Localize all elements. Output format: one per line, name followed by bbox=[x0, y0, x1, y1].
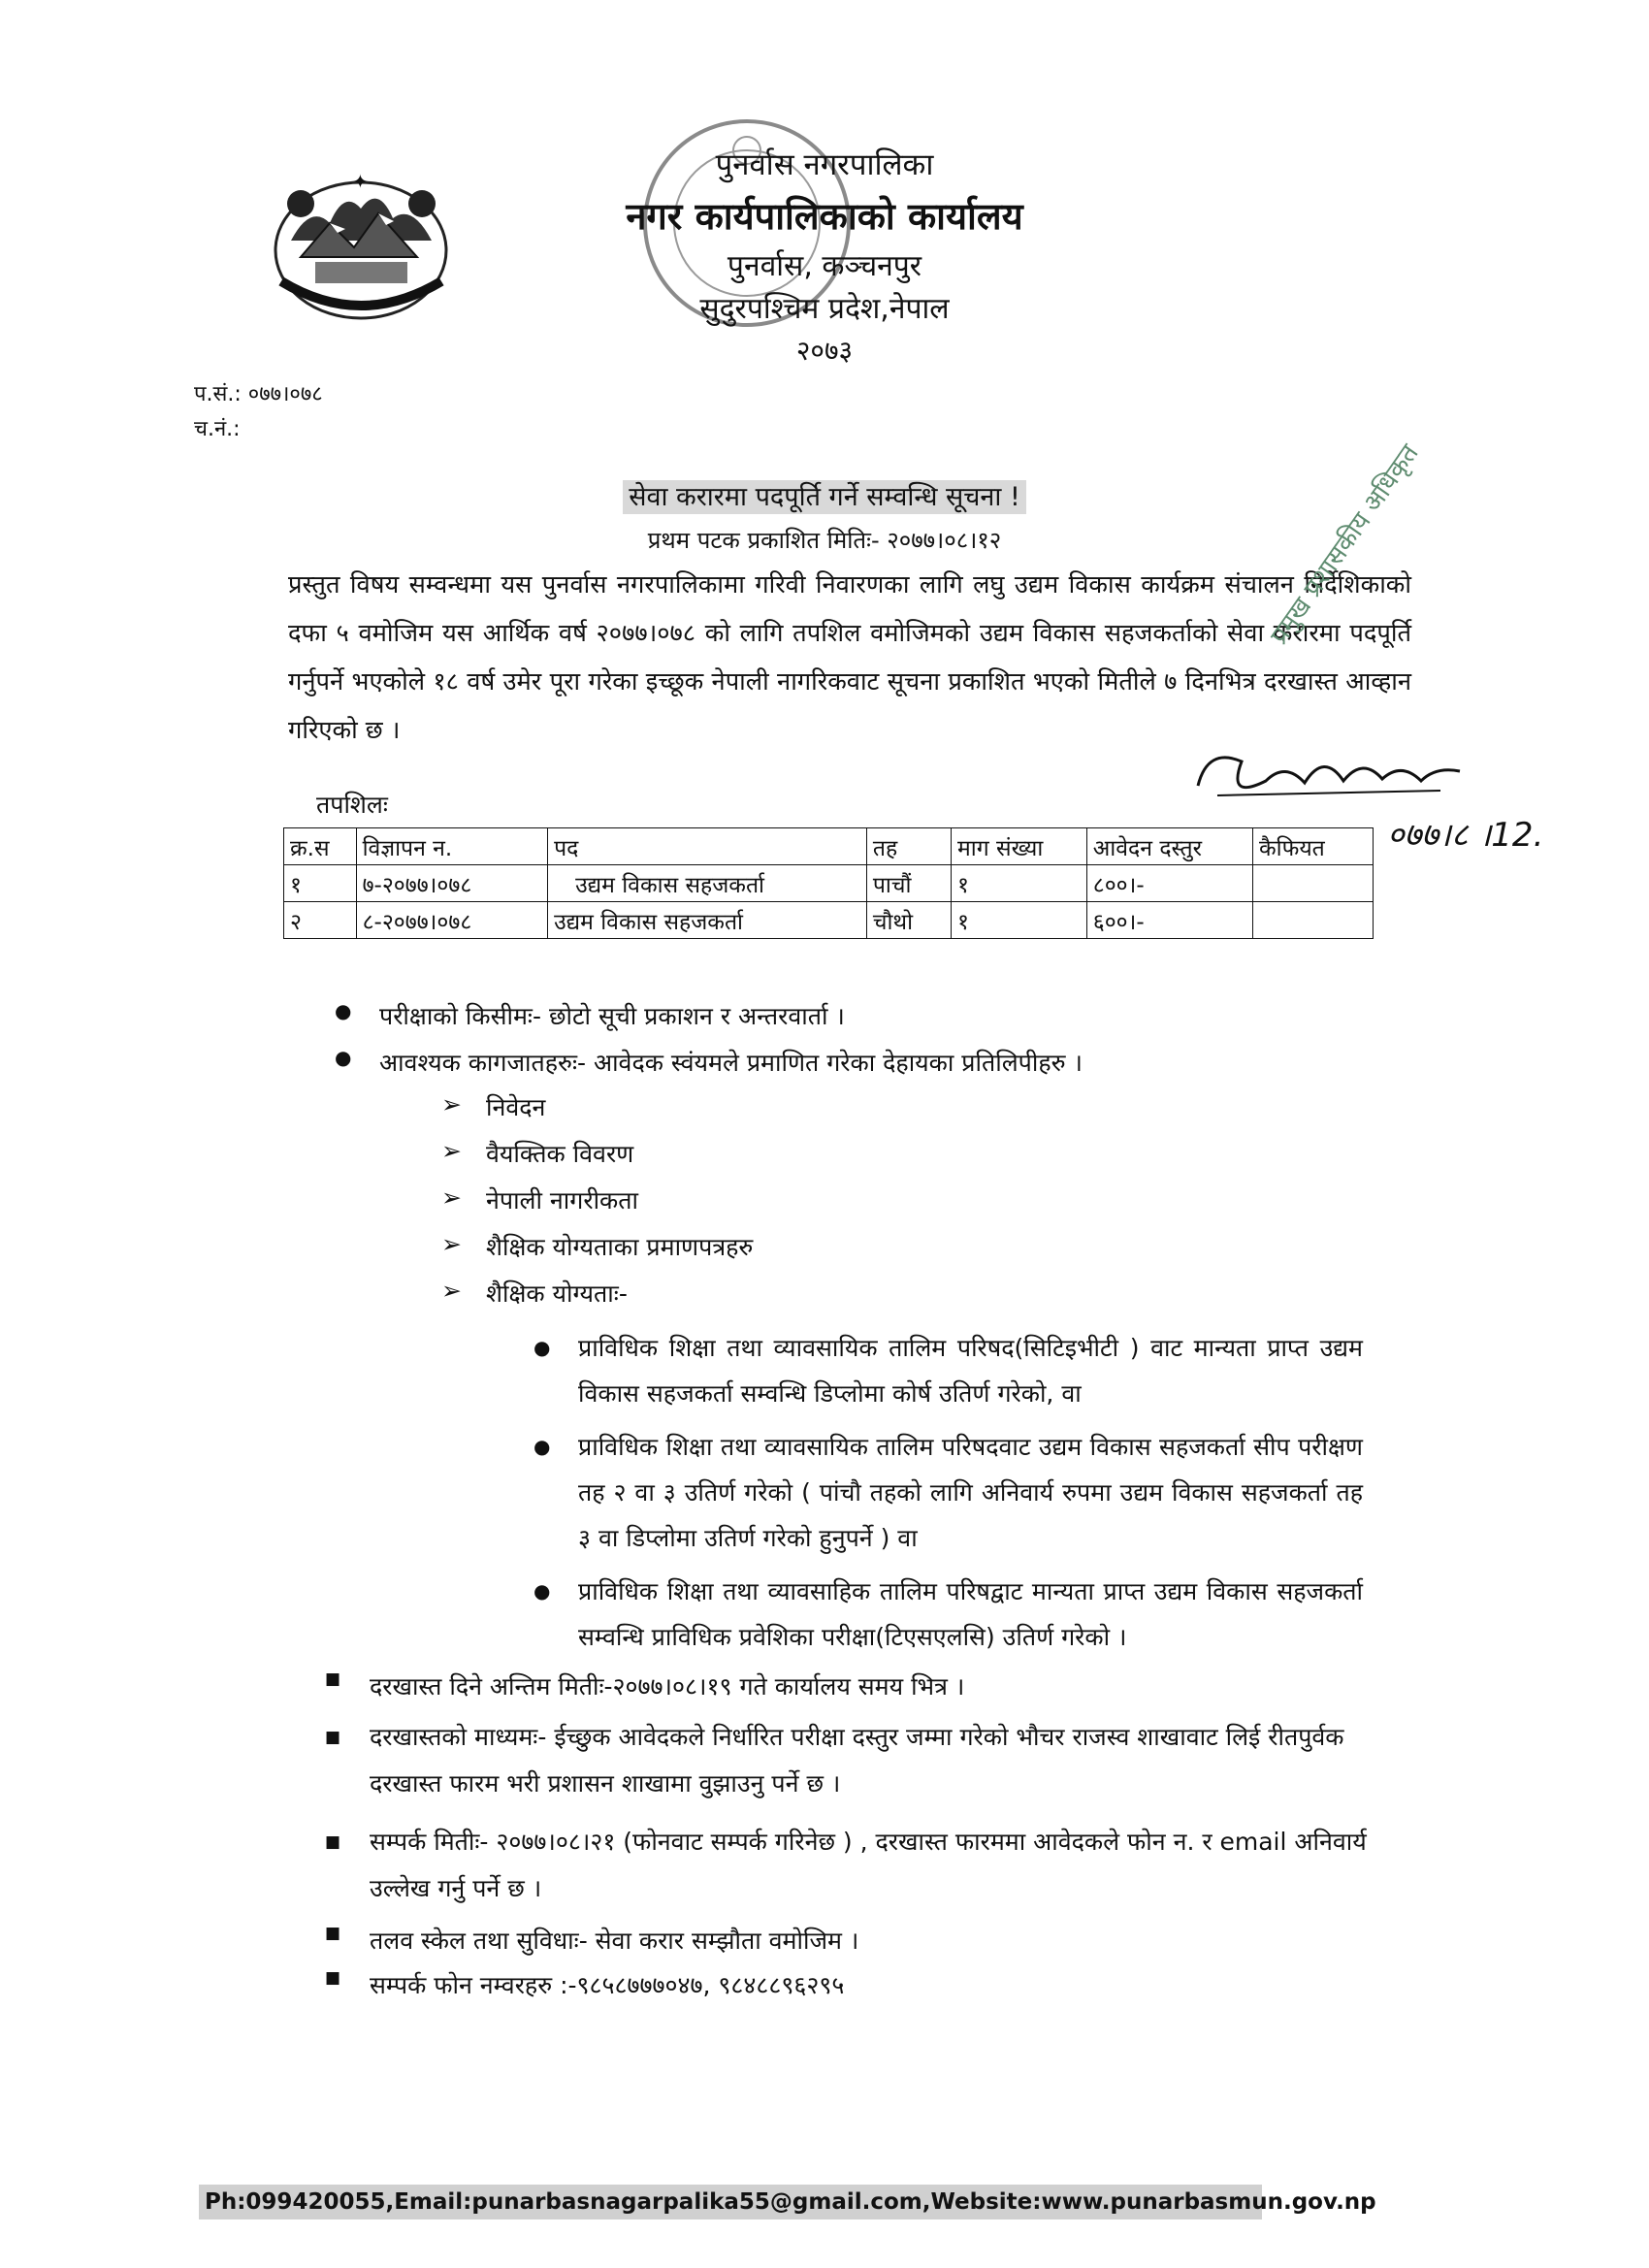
required-documents: ● आवश्यक कागजातहरुः- आवेदक स्वंयमले प्रमाणित गरेका देहायका प्रतिलिपीहरु । bbox=[335, 1046, 1373, 1079]
doc-item: ➢ वैयक्तिक विवरण bbox=[441, 1137, 1373, 1170]
vacancy-table bbox=[283, 827, 1374, 939]
notice-title-text: सेवा करारमा पदपूर्ति गर्ने सम्वन्धि सूचना ! bbox=[623, 480, 1026, 514]
doc-item: ➢ शैक्षिक योग्यताः- bbox=[441, 1277, 1373, 1310]
svg-text:✦: ✦ bbox=[352, 170, 369, 193]
cell-level: चौथो bbox=[866, 902, 951, 939]
contact-phones: ■ सम्पर्क फोन नम्वरहरु :-९८५८७७७०४७, ९८४८८९६२९५ bbox=[325, 1968, 1373, 2001]
cell-demand: १ bbox=[952, 902, 1087, 939]
exam-type: ● परीक्षाको किसीमः- छोटो सूची प्रकाशन र अन्तरवार्ता । bbox=[335, 999, 1373, 1032]
cell-advert-number: ८-२०७७।०७८ bbox=[356, 902, 547, 939]
col-post: पद bbox=[548, 828, 867, 865]
published-date: प्रथम पटक प्रकाशित मितिः- २०७७।०८।१२ bbox=[647, 527, 1002, 554]
reference-number: प.सं.: ०७७।०७८ bbox=[194, 382, 323, 406]
header-office-name: नगर कार्यपालिकाको कार्यालय bbox=[626, 195, 1023, 238]
col-demand: माग संख्या bbox=[952, 828, 1087, 865]
header-municipality-name: पुनर्वास नगरपालिका bbox=[715, 147, 934, 182]
col-remarks: कैफियत bbox=[1252, 828, 1373, 865]
header-address-province: सुदुरपश्चिम प्रदेश,नेपाल bbox=[699, 292, 950, 326]
cell-serial: २ bbox=[284, 902, 357, 939]
requirements-list bbox=[335, 999, 1373, 2001]
notice-body: प्रस्तुत विषय सम्वन्धमा यस पुनर्वास नगरपालिकामा गरिवी निवारणका लागि लघु उद्यम विकास कार्यक्रम संचालन निर्देशिकाको दफा ५ वमोजिम यस आर्थिक वर्ष २०७७।०७८ को लागि तपशिल वमोजिमको उद्यम विकास सहजकर्ताको सेवा करारमा पदपूर्ति गर्नुपर्ने भएकोले १८ वर्ष उमेर पूरा गरेका इच्छूक नेपाली नागरिकवाट सूचना प्रकाशित भएको मितीले ७ दिनभित्र दरखास्त आव्हान गरिएको छ । bbox=[288, 570, 1411, 745]
table-header-row bbox=[284, 828, 1374, 865]
footer-contact: Ph:099420055,Email:punarbasnagarpalika55@gmail.com,Website:www.punarbasmun.gov.np bbox=[199, 2185, 1262, 2219]
signature-date: ०७७।८ ।12. bbox=[1387, 816, 1544, 855]
table-row bbox=[284, 865, 1374, 902]
qualification-item: ● प्राविधिक शिक्षा तथा व्यावसायिक तालिम परिषद(सिटिइभीटी ) वाट मान्यता प्राप्त उद्यम विकास सहजकर्ता सम्वन्धि डिप्लोमा कोर्ष उतिर्ण गरेको, वा bbox=[534, 1325, 1363, 1416]
cell-demand: १ bbox=[952, 865, 1087, 902]
signature-icon bbox=[1188, 742, 1470, 810]
document-items bbox=[335, 1090, 1373, 1310]
cell-level: पाचौं bbox=[866, 865, 951, 902]
doc-item: ➢ शैक्षिक योग्यताका प्रमाणपत्रहरु bbox=[441, 1230, 1373, 1263]
cell-serial: १ bbox=[284, 865, 357, 902]
cell-advert-number: ७-२०७७।०७८ bbox=[356, 865, 547, 902]
header-address-city: पुनर्वास, कञ्चनपुर bbox=[727, 249, 922, 283]
col-fee: आवेदन दस्तुर bbox=[1086, 828, 1252, 865]
doc-item: ➢ निवेदन bbox=[441, 1090, 1373, 1123]
cell-post: उद्यम विकास सहजकर्ता bbox=[548, 902, 867, 939]
cell-remarks bbox=[1252, 902, 1373, 939]
cell-remarks bbox=[1252, 865, 1373, 902]
qualification-item: ● प्राविधिक शिक्षा तथा व्यावसायिक तालिम परिषदवाट उद्यम विकास सहजकर्ता सीप परीक्षण तह २ वा ३ उतिर्ण गरेको ( पांचौ तहको लागि अनिवार्य रुपमा उद्यम विकास सहजकर्ता तह ३ वा डिप्लोमा उतिर्ण गरेको हुनुपर्ने ) वा bbox=[534, 1424, 1363, 1561]
dispatch-number: च.नं.: bbox=[194, 417, 241, 441]
application-deadline: ■ दरखास्त दिने अन्तिम मितीः-२०७७।०८।१९ गते कार्यालय समय भित्र । bbox=[325, 1669, 1373, 1702]
contact-date: ■ सम्पर्क मितीः- २०७७।०८।२१ (फोनवाट सम्पर्क गरिनेछ ) , दरखास्त फारममा आवेदकले फोन न. र email अनिवार्य उल्लेख गर्नु पर्ने छ । bbox=[325, 1819, 1373, 1912]
qualification-list bbox=[335, 1325, 1373, 1660]
header-established-year: २०७३ bbox=[795, 335, 854, 367]
doc-item: ➢ नेपाली नागरीकता bbox=[441, 1183, 1373, 1216]
col-advert-number: विज्ञापन न. bbox=[356, 828, 547, 865]
qualification-item: ● प्राविधिक शिक्षा तथा व्यावसाहिक तालिम परिषद्वाट मान्यता प्राप्त उद्यम विकास सहजकर्ता सम्वन्धि प्राविधिक प्रवेशिका परीक्षा(टिएसएलसि) उतिर्ण गरेको । bbox=[534, 1569, 1363, 1660]
col-serial: क्र.स bbox=[284, 828, 357, 865]
officer-stamp: प्रमुख प्रशासकीय अधिकृत bbox=[1265, 438, 1425, 651]
details-label: तपशिलः bbox=[316, 791, 388, 819]
table-row bbox=[284, 902, 1374, 939]
col-level: तह bbox=[866, 828, 951, 865]
cell-post: उद्यम विकास सहजकर्ता bbox=[548, 865, 867, 902]
salary-scale: ■ तलव स्केल तथा सुविधाः- सेवा करार सम्झौता वमोजिम । bbox=[325, 1924, 1373, 1957]
cell-fee: ८००।- bbox=[1086, 865, 1252, 902]
cell-fee: ६००।- bbox=[1086, 902, 1252, 939]
application-medium: ■ दरखास्तको माध्यमः- ईच्छुक आवेदकले निर्धारित परीक्षा दस्तुर जम्मा गरेको भौचर राजस्व शाखावाट लिई रीतपुर्वक दरखास्त फारम भरी प्रशासन शाखामा वुझाउनु पर्ने छ । bbox=[325, 1714, 1373, 1807]
